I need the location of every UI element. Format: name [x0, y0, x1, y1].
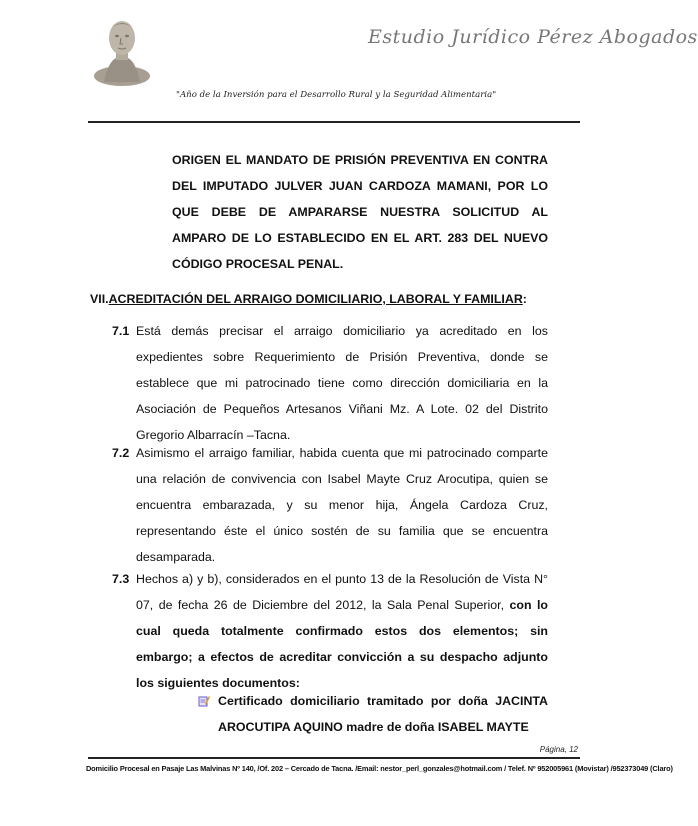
- item-number: 7.1: [112, 324, 130, 338]
- header-divider: [88, 121, 580, 123]
- item-number: 7.2: [112, 446, 130, 460]
- roman-bust-icon: [90, 14, 154, 82]
- item-text: Asimismo el arraigo familiar, habida cuenta que mi patrocinado comparte una relación de convivencia con Isabel Mayte Cruz Arocutipa, quien se encuentra embarazada, y su menor hija, Ángela Cardoza Cruz, representando éste el único sostén de su familia que se encuentra desamparada.: [136, 446, 548, 564]
- section-colon: :: [522, 292, 527, 306]
- footer-divider: [88, 757, 580, 759]
- bullet-text: Certificado domiciliario tramitado por doña JACINTA AROCUTIPA AQUINO madre de doña ISABEL MAYTE: [218, 694, 548, 734]
- section-number: VII.: [90, 292, 109, 306]
- section-heading: [90, 292, 590, 306]
- document-pen-icon: [198, 695, 210, 707]
- item-text: [136, 566, 548, 696]
- upper-paragraph: ORIGEN EL MANDATO DE PRISIÓN PREVENTIVA EN CONTRA DEL IMPUTADO JULVER JUAN CARDOZA MAMANI, POR LO QUE DEBE DE AMPARARSE NUESTRA SOLICITUD AL AMPARO DE LO ESTABLECIDO EN EL ART. 283 DEL NUEVO CÓDIGO PROCESAL PENAL.: [172, 153, 548, 271]
- item-number: 7.3: [112, 572, 130, 586]
- item-text-plain: Hechos a) y b), considerados en el punto 13 de la Resolución de Vista N° 07, de fecha 26 de Diciembre del 2012, la Sala Penal Superior,: [136, 572, 548, 612]
- section-title: ACREDITACIÓN DEL ARRAIGO DOMICILIARIO, LABORAL Y FAMILIAR: [108, 292, 523, 306]
- item-text: Está demás precisar el arraigo domiciliario ya acreditado en los expedientes sobre Requerimiento de Prisión Preventiva, donde se establece que mi patrocinado tiene como dirección domiciliaria en la Asociación de Pequeños Artesanos Viñani Mz. A Lote. 02 del Distrito Gregorio Albarracín –Tacna.: [136, 324, 548, 442]
- firm-name: Estudio Jurídico Pérez Abogados: [368, 26, 698, 48]
- year-motto: "Año de la Inversión para el Desarrollo Rural y la Seguridad Alimentaria": [176, 90, 497, 100]
- item-text-bold: con lo cual queda totalmente confirmado estos dos elementos; sin embargo; a efectos de acreditar convicción a su despacho adjunto los siguientes documentos:: [136, 598, 549, 690]
- page-number: Página, 12: [539, 745, 578, 754]
- footer-address: Domicilio Procesal en Pasaje Las Malvinas Nº 140, /Of. 202 – Cercado de Tacna. /Email: nestor_perl_gonzales@hotmail.com / Telef. Nº 952005961 (Movistar) /952373049 (Claro): [86, 764, 673, 773]
